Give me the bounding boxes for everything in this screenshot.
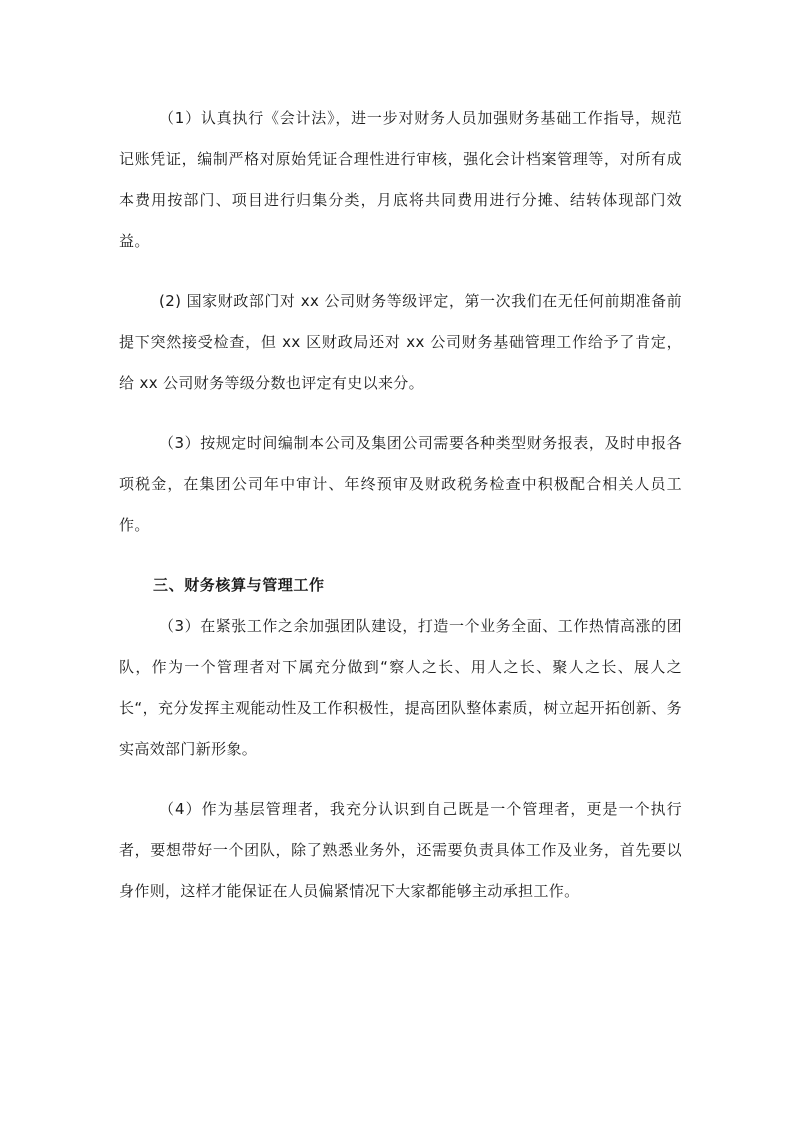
paragraph-item-2: (2) 国家财政部门对 xx 公司财务等级评定，第一次我们在无任何前期准备前提下突然接受检查，但 xx 区财政局还对 xx 公司财务基础管理工作给予了肯定，给 xx 公司财务等级分数也评定有史以来分。 (119, 292, 682, 392)
paragraph-item-4: （3）在紧张工作之余加强团队建设，打造一个业务全面、工作热情高涨的团队，作为一个管理者对下属充分做到“察人之长、用人之长、聚人之长、展人之长“，充分发挥主观能动性及工作积极性，提高团队整体素质，树立起开拓创新、务实高效部门新形象。 (119, 617, 682, 758)
paragraph-item-3: （3）按规定时间编制本公司及集团公司需要各种类型财务报表，及时申报各项税金，在集团公司年中审计、年终预审及财政税务检查中积极配合相关人员工作。 (119, 434, 682, 534)
paragraph-item-5: （4）作为基层管理者，我充分认识到自己既是一个管理者，更是一个执行者，要想带好一个团队，除了熟悉业务外，还需要负责具体工作及业务，首先要以身作则，这样才能保证在人员偏紧情况下大家都能够主动承担工作。 (119, 800, 682, 900)
section-heading: 三、财务核算与管理工作 (153, 576, 325, 594)
paragraph-item-1: （1）认真执行《会计法》，进一步对财务人员加强财务基础工作指导，规范记账凭证，编制严格对原始凭证合理性进行审核，强化会计档案管理等，对所有成本费用按部门、项目进行归集分类，月底将共同费用进行分摊、结转体现部门效益。 (119, 109, 682, 250)
document-body (119, 98, 682, 912)
